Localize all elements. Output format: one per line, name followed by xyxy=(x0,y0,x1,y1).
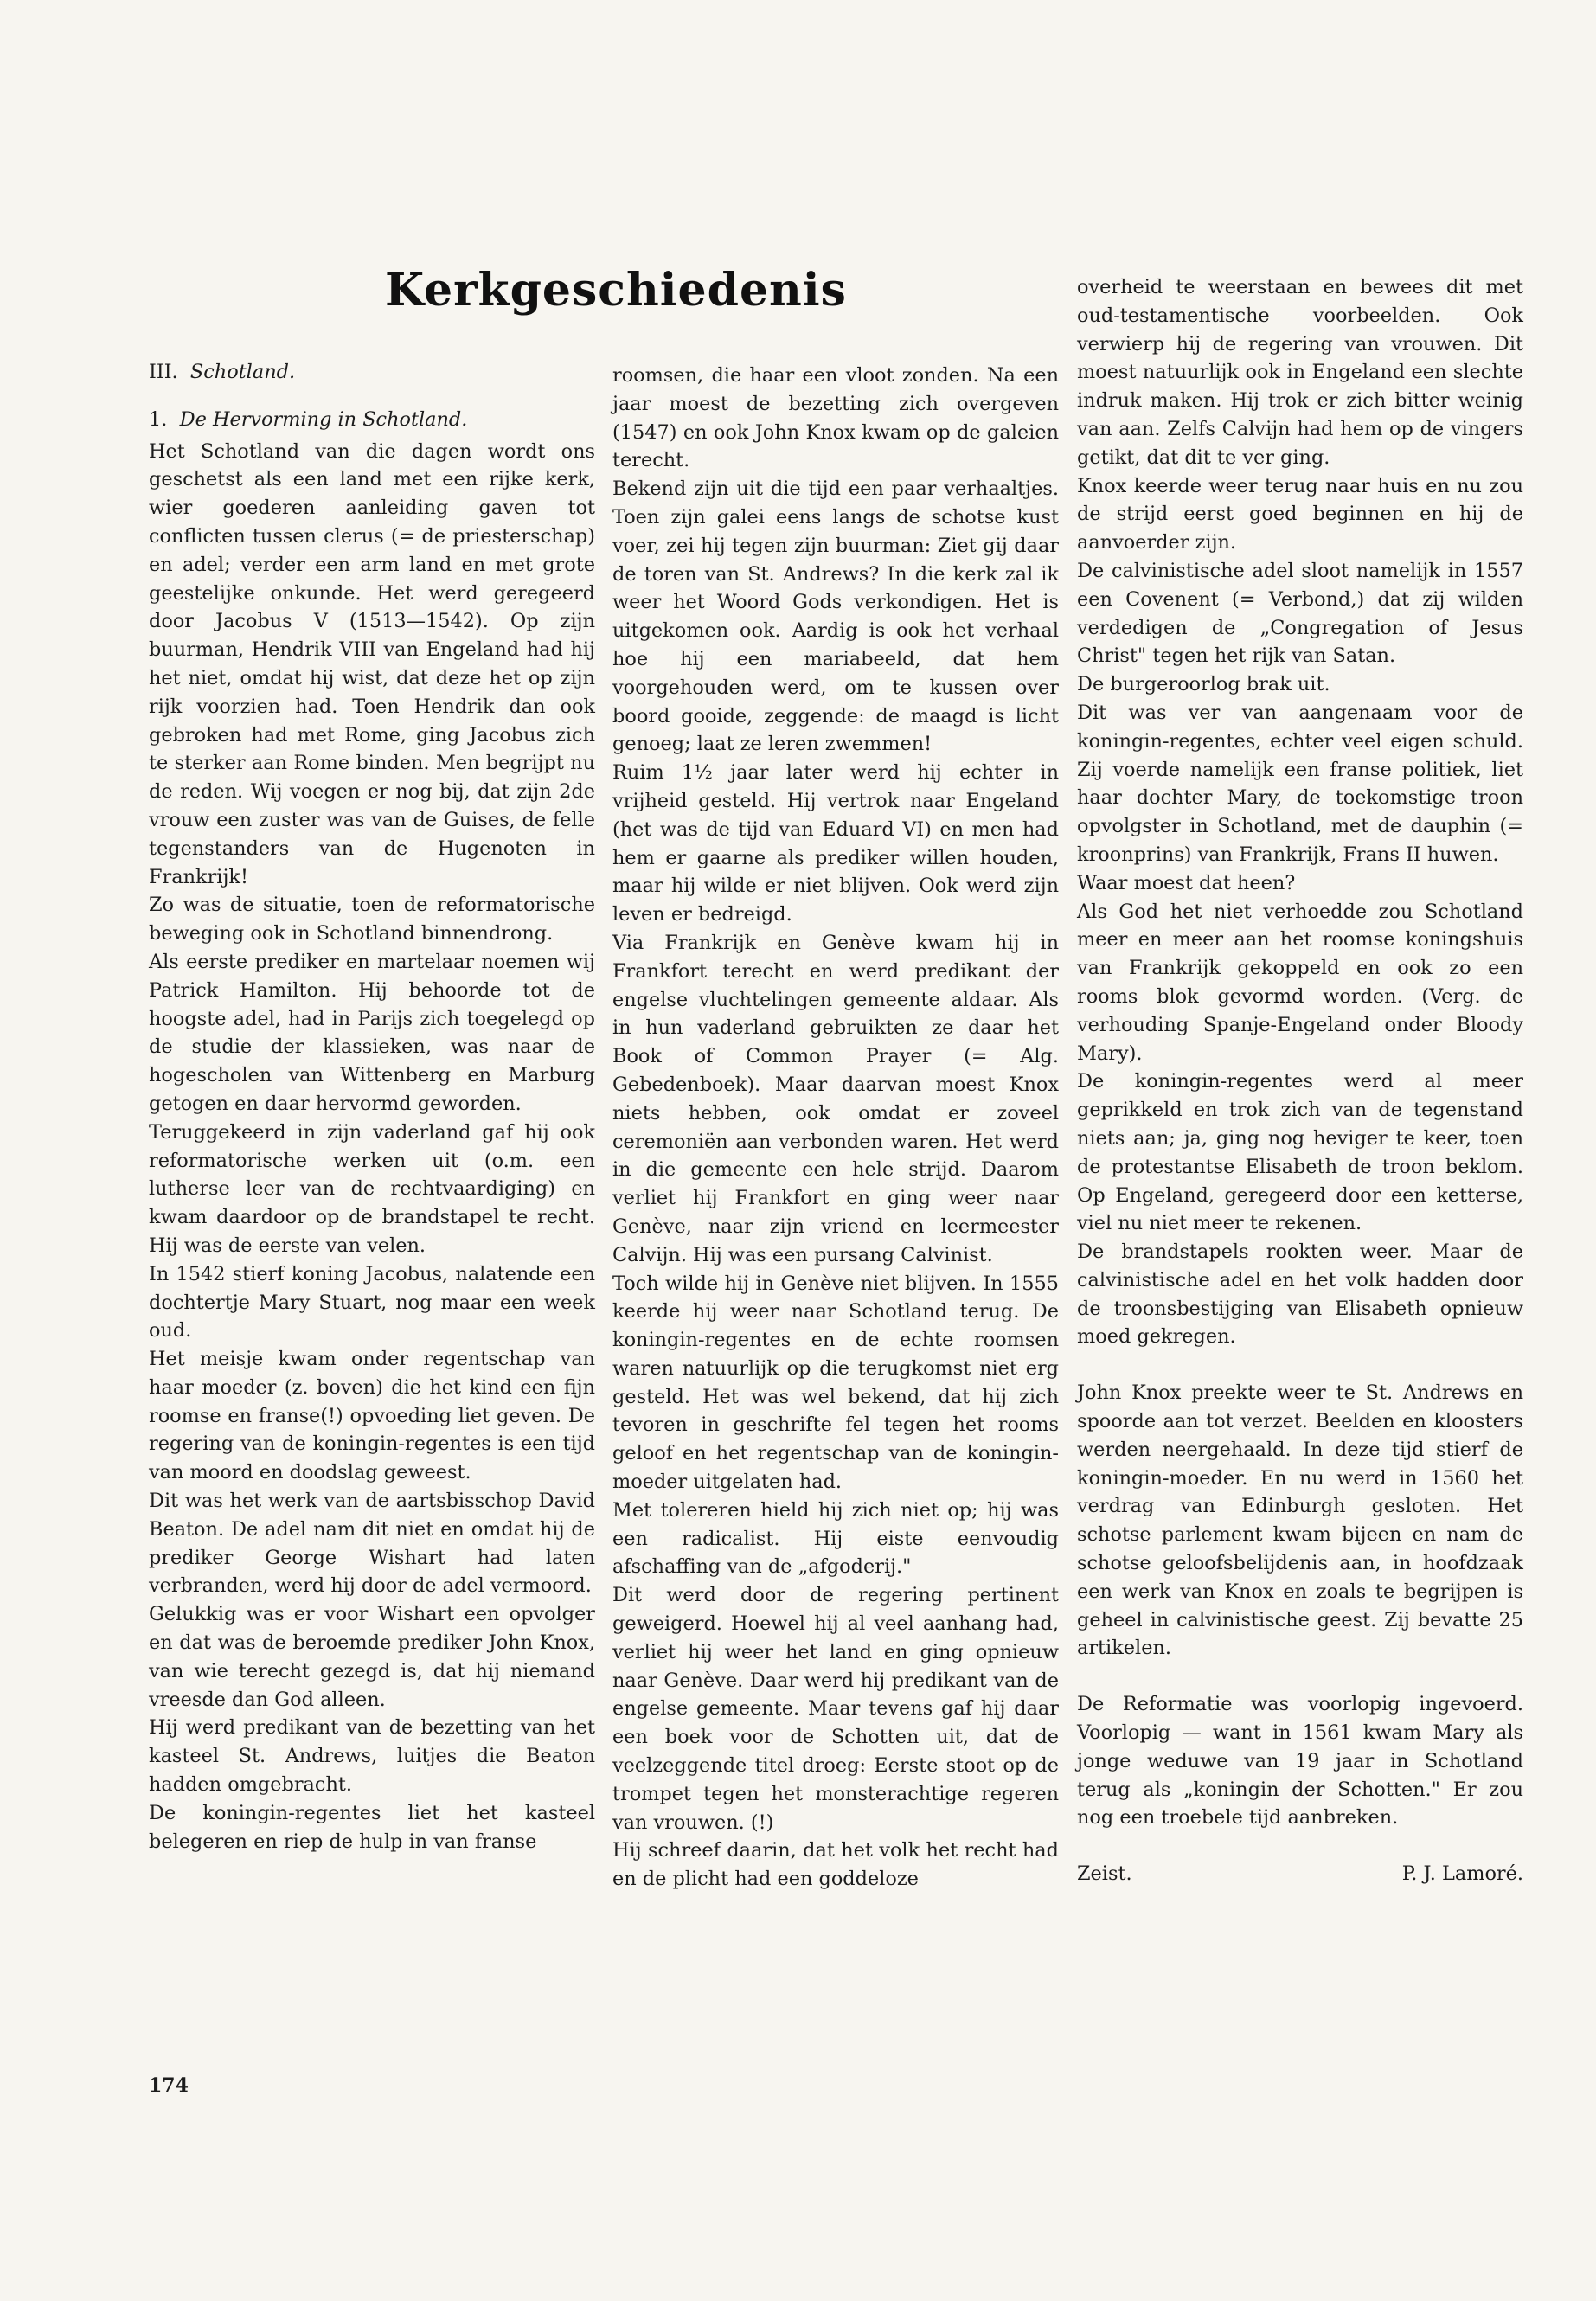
signoff-author: P. J. Lamoré. xyxy=(1401,1862,1523,1886)
paragraph: Het meisje kwam onder regentschap van haar moeder (z. boven) die het kind een fijn roomse en franse(!) opvoeding liet geven. De regering van de koningin-regentes is een tijd van moord en doodslag geweest. xyxy=(149,1348,595,1484)
paragraph: Waar moest dat heen? xyxy=(1077,871,1296,894)
paragraph: Als eerste prediker en martelaar noemen wij Patrick Hamilton. Hij behoorde tot de hoogste adel, had in Parijs zich toegelegd op de studie der klassieken, was naar de hogescholen van Wittenberg en Marburg getogen en daar hervormd geworden. xyxy=(149,950,595,1115)
paragraph: De koningin-regentes werd al meer geprikkeld en trok zich van de tegenstand niets aan; ja, ging nog heviger te keer, toen de protestantse Elisabeth de troon beklom. Op Engeland, geregeerd door een ketterse, viel nu niet meer te rekenen. xyxy=(1077,1070,1523,1235)
column-middle xyxy=(612,362,1059,1894)
paragraph: Dit werd door de regering pertinent geweigerd. Hoewel hij al veel aanhang had, verliet hij weer het land en ging opnieuw naar Genève. Daar werd hij predikant van de engelse gemeente. Maar tevens gaf hij daar een boek voor de Schotten uit, dat de veelzeggende titel droeg: Eerste stoot op de trompet tegen het monsterachtige regeren van vrouwen. (!) xyxy=(612,1584,1059,1834)
paragraph: Ruim 1½ jaar later werd hij echter in vrijheid gesteld. Hij vertrok naar Engeland (het was de tijd van Eduard VI) en men had hem er gaarne als prediker willen houden, maar hij wilde er niet blijven. Ook werd zijn leven er bedreigd. xyxy=(612,761,1059,926)
paragraph: roomsen, die haar een vloot zonden. Na een jaar moest de bezetting zich overgeven (1547) en ook John Knox kwam op de galeien terecht. xyxy=(612,364,1059,472)
section-title: Schotland. xyxy=(189,361,296,383)
paragraph: De brandstapels rookten weer. Maar de calvinistische adel en het volk hadden door de troonsbestijging van Elisabeth opnieuw moed gekregen. xyxy=(1077,1240,1523,1349)
paragraph: Bekend zijn uit die tijd een paar verhaaltjes. Toen zijn galei eens langs de schotse kust voer, zei hij tegen zijn buurman: Ziet gij daar de toren van St. Andrews? In die kerk zal ik weer het Woord Gods verkondigen. Het is uitgekomen ook. Aardig is ook het verhaal hoe hij een mariabeeld, dat hem voorgehouden werd, om te kussen over boord gooide, zeggende: de maagd is licht genoeg; laat ze leren zwemmen! xyxy=(612,478,1059,756)
paragraph: Dit was ver van aangenaam voor de koningin-regentes, echter veel eigen schuld. Zij voerde namelijk een franse politiek, liet haar dochter Mary, de toekomstige troon opvolgster in Schotland, met de dauphin (= kroonprins) van Frankrijk, Frans II huwen. xyxy=(1077,701,1523,866)
paragraph: Gelukkig was er voor Wishart een opvolger en dat was de beroemde prediker John Knox, van wie terecht gezegd is, dat hij niemand vreesde dan God alleen. xyxy=(149,1603,595,1711)
paragraph: In 1542 stierf koning Jacobus, nalatende een dochtertje Mary Stuart, nog maar een week oud. xyxy=(149,1262,595,1343)
column-right xyxy=(1077,273,1523,1888)
paragraph: overheid te weerstaan en bewees dit met oud-testamentische voorbeelden. Ook verwierp hij de regering van vrouwen. Dit moest natuurlijk ook in Engeland een slechte indruk maken. Hij trok er zich bitter weinig van aan. Zelfs Calvijn had hem op de vingers getikt, dat dit te ver ging. xyxy=(1077,276,1523,469)
paragraph: Hij werd predikant van de bezetting van het kasteel St. Andrews, luitjes die Beaton hadden omgebracht. xyxy=(149,1716,595,1797)
subsection-heading xyxy=(149,406,595,434)
section-heading xyxy=(149,358,595,387)
page-title: Kerkgeschiedenis xyxy=(385,264,847,317)
paragraph: De burgeroorlog brak uit. xyxy=(1077,673,1330,696)
paragraph: De koningin-regentes liet het kasteel belegeren en riep de hulp in van franse xyxy=(149,1801,595,1853)
signoff-place: Zeist. xyxy=(1077,1862,1132,1886)
paragraph: Met tolereren hield hij zich niet op; hij was een radicalist. Hij eiste eenvoudig afschaffing van de „afgoderij." xyxy=(612,1498,1059,1579)
page-number: 174 xyxy=(149,2074,189,2097)
paragraph: Hij schreef daarin, dat het volk het recht had en de plicht had een goddeloze xyxy=(612,1839,1059,1891)
subsection-number: 1. xyxy=(149,407,168,431)
paragraph: Teruggekeerd in zijn vaderland gaf hij ook reformatorische werken uit (o.m. een lutherse leer van de rechtvaardiging) en kwam daardoor op de brandstapel te recht. Hij was de eerste van velen. xyxy=(149,1120,595,1257)
section-number: III. xyxy=(149,361,178,383)
subsection-title: De Hervorming in Schotland. xyxy=(179,407,468,431)
paragraph: Als God het niet verhoedde zou Schotland meer en meer aan het roomse koningshuis van Frankrijk gekoppeld en ook zo een rooms blok gevormd worden. (Verg. de verhouding Spanje-Engeland onder Bloody Mary). xyxy=(1077,900,1523,1065)
paragraph: De Reformatie was voorlopig ingevoerd. Voorlopig — want in 1561 kwam Mary als jonge weduwe van 19 jaar in Schotland terug als „koningin der Schotten." Er zou nog een troebele tijd aanbreken. xyxy=(1077,1693,1523,1830)
signoff xyxy=(1077,1860,1523,1888)
column-left xyxy=(149,358,595,1856)
paragraph: John Knox preekte weer te St. Andrews en spoorde aan tot verzet. Beelden en kloosters werden neergehaald. In deze tijd stierf de koningin-moeder. En nu werd in 1560 het verdrag van Edinburgh gesloten. Het schotse parlement kwam bijeen en nam de schotse geloofsbelijdenis aan, in hoofdzaak een werk van Knox en zoals te begrijpen is geheel in calvinistische geest. Zij bevatte 25 artikelen. xyxy=(1077,1381,1523,1660)
paragraph: De calvinistische adel sloot namelijk in 1557 een Covenent (= Verbond,) dat zij wilden verdedigen de „Congregation of Jesus Christ" tegen het rijk van Satan. xyxy=(1077,559,1523,668)
paragraph: Via Frankrijk en Genève kwam hij in Frankfort terecht en werd predikant der engelse vluchtelingen gemeente aldaar. Als in hun vaderland gebruikten ze daar het Book of Common Prayer (= Alg. Gebedenboek). Maar daarvan moest Knox niets hebben, ook omdat er zoveel ceremoniën aan verbonden waren. Het werd in die gemeente een hele strijd. Daarom verliet hij Frankfort en ging weer naar Genève, naar zijn vriend en leermeester Calvijn. Hij was een pursang Calvinist. xyxy=(612,931,1059,1266)
paragraph: Het Schotland van die dagen wordt ons geschetst als een land met een rijke kerk, wier goederen aanleiding gaven tot conflicten tussen clerus (= de priesterschap) en adel; verder een arm land en met grote geestelijke onkunde. Het werd geregeerd door Jacobus V (1513—1542). Op zijn buurman, Hendrik VIII van Engeland had hij het niet, omdat hij wist, dat deze het op zijn rijk voorzien had. Toen Hendrik dan ook gebroken had met Rome, ging Jacobus zich te sterker aan Rome binden. Men begrijpt nu de reden. Wij voegen er nog bij, dat zijn 2de vrouw een zuster was van de Guises, de felle tegenstanders van de Hugenoten in Frankrijk! xyxy=(149,439,595,888)
paragraph: Zo was de situatie, toen de reformatorische beweging ook in Schotland binnendrong. xyxy=(149,894,595,945)
paragraph: Knox keerde weer terug naar huis en nu zou de strijd eerst goed beginnen en hij de aanvoerder zijn. xyxy=(1077,474,1523,554)
paragraph: Toch wilde hij in Genève niet blijven. In 1555 keerde hij weer naar Schotland terug. De koningin-regentes en de echte roomsen waren natuurlijk op die terugkomst niet erg gesteld. Het was wel bekend, dat hij zich tevoren in geschrifte fel tegen het rooms geloof en het regentschap van de koningin-moeder uitgelaten had. xyxy=(612,1272,1059,1494)
paragraph: Dit was het werk van de aartsbisschop David Beaton. De adel nam dit niet en omdat hij de prediker George Wishart had laten verbranden, werd hij door de adel vermoord. xyxy=(149,1490,595,1598)
